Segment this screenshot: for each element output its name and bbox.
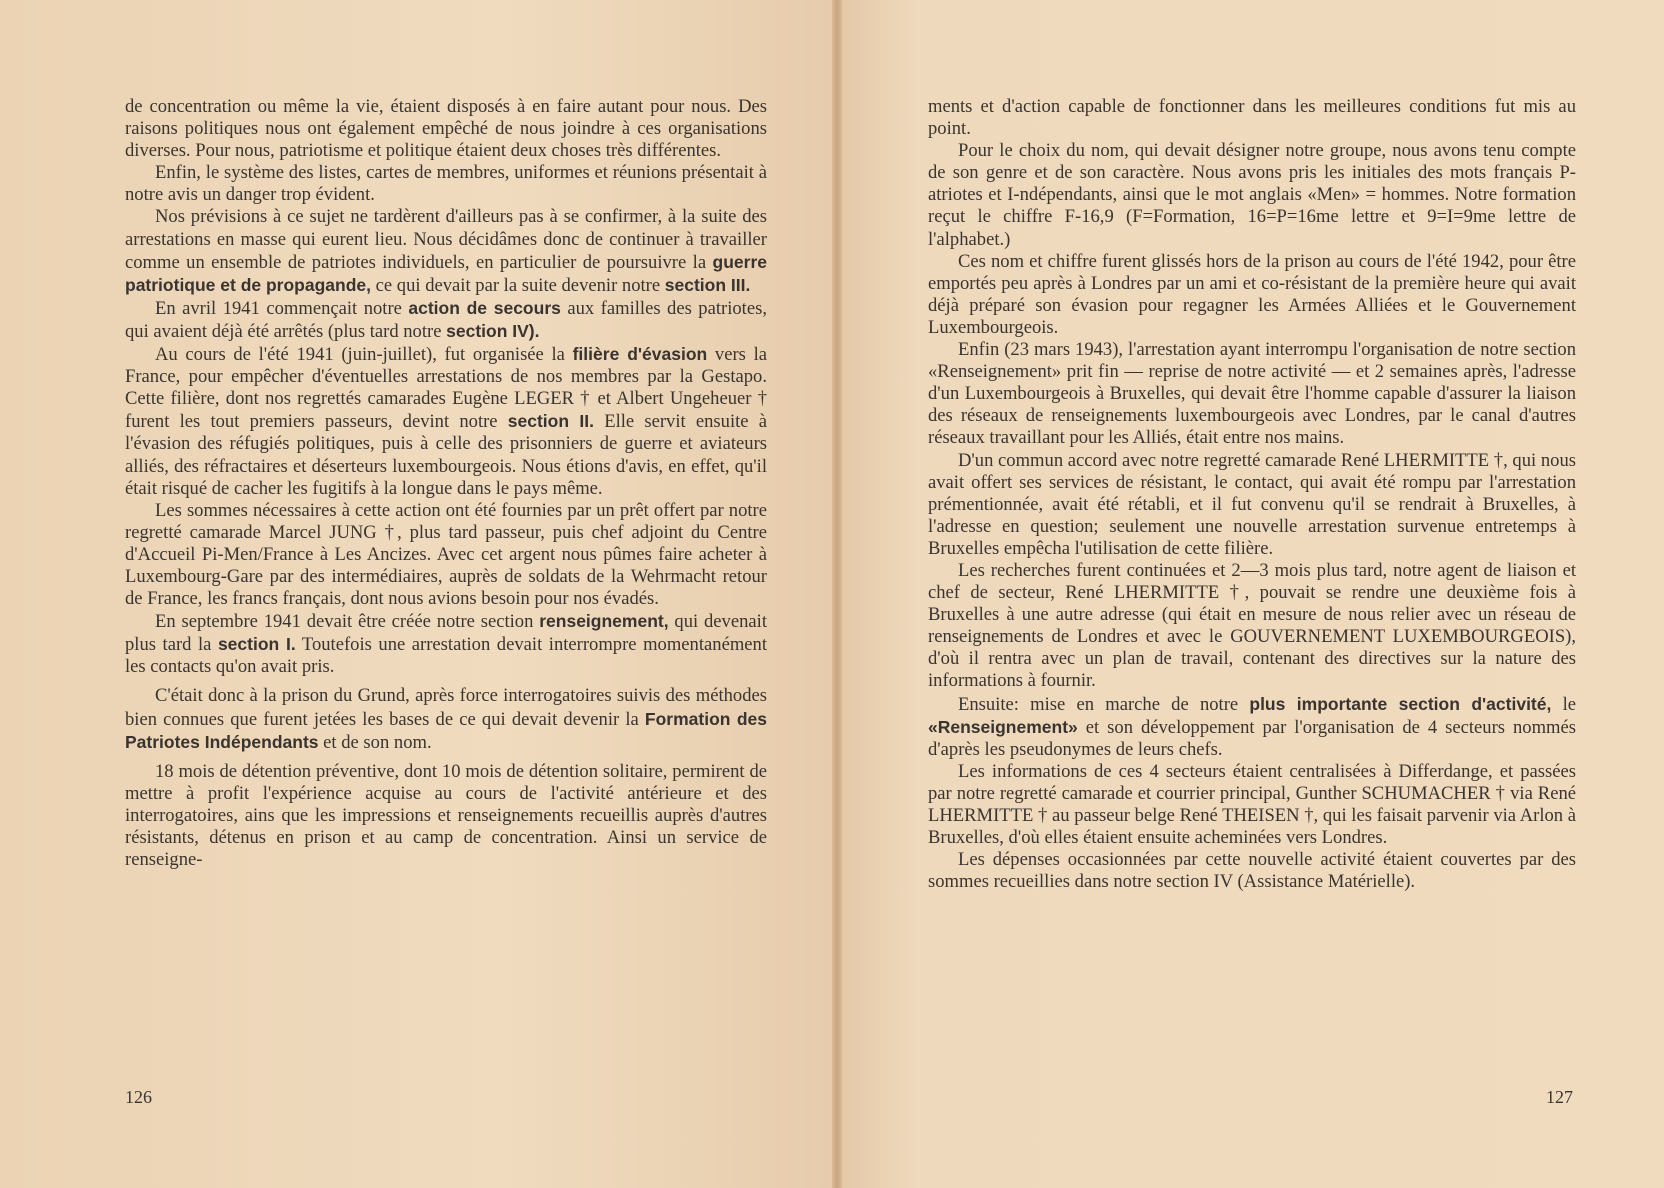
- highlighted-text: section III.: [664, 274, 751, 295]
- right-page-text: [928, 96, 1576, 893]
- highlighted-text: «Renseignement»: [928, 716, 1078, 737]
- page-number-right: 127: [1546, 1087, 1573, 1107]
- highlighted-text: filière d'évasion: [572, 344, 708, 365]
- text-run: aux familles des patriotes, qui avaient déjà été arrêtés (plus tard notre: [125, 297, 767, 342]
- highlighted-text: Formation des Patriotes Indépendants: [125, 708, 767, 752]
- text-run: Les dépenses occasionnées par cette nouvelle activité étaient couvertes par des sommes recueillies dans notre section IV (Assistance Matérielle).: [928, 849, 1576, 893]
- text-run: Les sommes nécessaires à cette action ont été fournies par un prêt offert par notre regretté camarade Marcel JUNG †, plus tard passeur, puis chef adjoint du Centre d'Accueil Pi-Men/France à Les Ancizes. Avec cet argent nous pûmes faire acheter à Luxembourg-Gare par des intermédiaires, auprès de soldats de la Wehrmacht retour de France, les francs français, dont nous avions besoin pour nos évadés.: [125, 499, 767, 610]
- text-run: Au cours de l'été 1941 (juin-juillet), fut organisée la: [155, 344, 573, 366]
- paragraph: [928, 140, 1576, 250]
- paragraph: [928, 761, 1576, 849]
- left-page-text: [125, 96, 767, 871]
- highlighted-text: action de secours: [408, 297, 561, 318]
- paragraph: [125, 96, 767, 162]
- text-run: D'un commun accord avec notre regretté camarade René LHERMITTE †, qui nous avait offert ses services de résistant, le contact, qui avait été rompu par l'arrestation prémentionnée, avait été rétabli, et il fut convenu qu'il se rendrait à Bruxelles, à l'adresse en question; seulement une nouvelle arrestation survenue entretemps à Bruxelles empêcha l'utilisation de cette filière.: [928, 449, 1576, 559]
- text-run: et son développement par l'organisation de 4 secteurs nommés d'après les pseudonymes de leurs chefs.: [928, 716, 1576, 760]
- text-run: Pour le choix du nom, qui devait désigner notre groupe, nous avons tenu compte de son genre et de son caractère. Nous avons pris les initiales des mots français P-atriotes et I-ndépendants, ainsi que le mot anglais «Men» = hommes. Notre formation reçut le chiffre F-16,9 (F=Formation, 16=P=16me lettre et 9=I=9me lettre de l'alphabet.): [928, 140, 1576, 250]
- paragraph: [928, 693, 1576, 761]
- highlighted-text: renseignement,: [539, 611, 669, 632]
- text-run: de concentration ou même la vie, étaient disposés à en faire autant pour nous. Des raisons politiques nous ont également empêché de nous joindre à ces organisations diverses. Pour nous, patriotisme et politique étaient deux choses très différentes.: [125, 96, 767, 162]
- text-run: Ensuite: mise en marche de notre: [958, 693, 1250, 715]
- paragraph: [928, 450, 1576, 560]
- text-run: 18 mois de détention préventive, dont 10 mois de détention solitaire, permirent de mettre à profit l'expérience acquise au cours de l'activité antérieure et des interrogatoires, ains que les impressions et renseignements recueillis auprès d'autres résistants, détenus en prison et au camp de concentration. Ainsi un service de renseigne-: [125, 760, 767, 871]
- text-run: Elle servit ensuite à l'évasion des réfugiés politiques, puis à celle des prisonniers de guerre et aviateurs alliés, des réfractaires et déserteurs luxembourgeois. Nous étions d'avis, en effet, qu'il était risqué de cacher les fugitifs à la longue dans le pays même.: [125, 411, 767, 499]
- paragraph: [125, 206, 767, 296]
- paragraph: [928, 96, 1576, 140]
- text-run: Les informations de ces 4 secteurs étaient centralisées à Differdange, et passées par notre regretté camarade et courrier principal, Gunther SCHUMACHER † via René LHERMITTE † au passeur belge René THEISEN †, qui les faisait parvenir via Arlon à Bruxelles, d'où elles étaient ensuite acheminées vers Londres.: [928, 760, 1576, 849]
- paragraph: [125, 162, 767, 206]
- paragraph: [928, 560, 1576, 693]
- text-run: En avril 1941 commençait notre: [155, 297, 409, 319]
- paragraph: [125, 500, 767, 610]
- highlighted-text: section II.: [507, 411, 595, 432]
- right-page: [836, 0, 1664, 1188]
- text-run: Enfin, le système des listes, cartes de membres, uniformes et réunions présentait à notre avis un danger trop évident.: [125, 162, 767, 206]
- text-run: qui devenait plus tard la: [125, 611, 767, 656]
- paragraph: [125, 610, 767, 678]
- highlighted-text: guerre patriotique et de propagande,: [125, 251, 767, 295]
- text-run: ce qui devait par la suite devenir notre: [371, 274, 665, 296]
- book-gutter: [832, 0, 842, 1188]
- text-run: vers la France, pour empêcher d'éventuelles arrestations de nos membres par la Gestapo. Cette filière, dont nos regrettés camarades Eugène LEGER † et Albert Ungeheuer † furent les tout premiers passeurs, devint notre: [125, 344, 768, 433]
- paragraph: [125, 343, 767, 500]
- highlighted-text: section I.: [217, 634, 296, 655]
- text-run: le: [1551, 693, 1576, 715]
- text-run: Toutefois une arrestation devait interrompre momentanément les contacts qu'on avait pris.: [125, 634, 767, 678]
- text-run: et de son nom.: [318, 731, 432, 753]
- highlighted-text: section IV).: [446, 320, 540, 341]
- text-run: Enfin (23 mars 1943), l'arrestation ayant interrompu l'organisation de notre section «Renseignement» prit fin — reprise de notre activité — et 2 semaines après, l'adresse d'un Luxembourgeois à Bruxelles, qui devait être l'homme capable d'assurer la liaison des réseaux de renseignements luxembourgeois avec Londres, par le canal d'autres réseaux travaillant pour les Alliés, était entre nos mains.: [928, 339, 1576, 449]
- paragraph: [125, 761, 767, 871]
- page-number-left: 126: [125, 1087, 152, 1107]
- paragraph: [928, 339, 1576, 449]
- text-run: Ces nom et chiffre furent glissés hors de la prison au cours de l'été 1942, pour être emportés peu après à Londres par un ami et co-résistant de la première heure qui avait déjà préparé son évasion pour regagner les Armées Alliées et le Gouvernement Luxembourgeois.: [928, 250, 1576, 338]
- paragraph: [125, 297, 767, 343]
- paragraph: [125, 685, 767, 753]
- text-run: En septembre 1941 devait être créée notre section: [155, 611, 540, 633]
- paragraph: [928, 251, 1576, 339]
- text-run: Nos prévisions à ce sujet ne tardèrent d'ailleurs pas à se confirmer, à la suite des arrestations en masse qui eurent lieu. Nous décidâmes donc de continuer à travailler comme un ensemble de patriotes individuels, en particulier de poursuivre la: [125, 206, 767, 273]
- text-run: ments et d'action capable de fonctionner dans les meilleures conditions fut mis au point.: [928, 96, 1576, 140]
- paragraph: [928, 849, 1576, 893]
- highlighted-text: plus importante section d'activité,: [1249, 693, 1552, 714]
- text-run: C'était donc à la prison du Grund, après force interrogatoires suivis des méthodes bien connues que furent jetées les bases de ce qui devait devenir la: [125, 685, 767, 730]
- text-run: Les recherches furent continuées et 2—3 mois plus tard, notre agent de liaison et chef de secteur, René LHERMITTE †, pouvait se rendre une deuxième fois à Bruxelles à une autre adresse (qui était en mesure de nous relier avec un réseau de renseignements de Londres et avec le GOUVERNEMENT LUXEMBOURGEOIS), d'où il rentra avec un plan de travail, contenant des directives sur la nature des informations à fournir.: [928, 559, 1576, 692]
